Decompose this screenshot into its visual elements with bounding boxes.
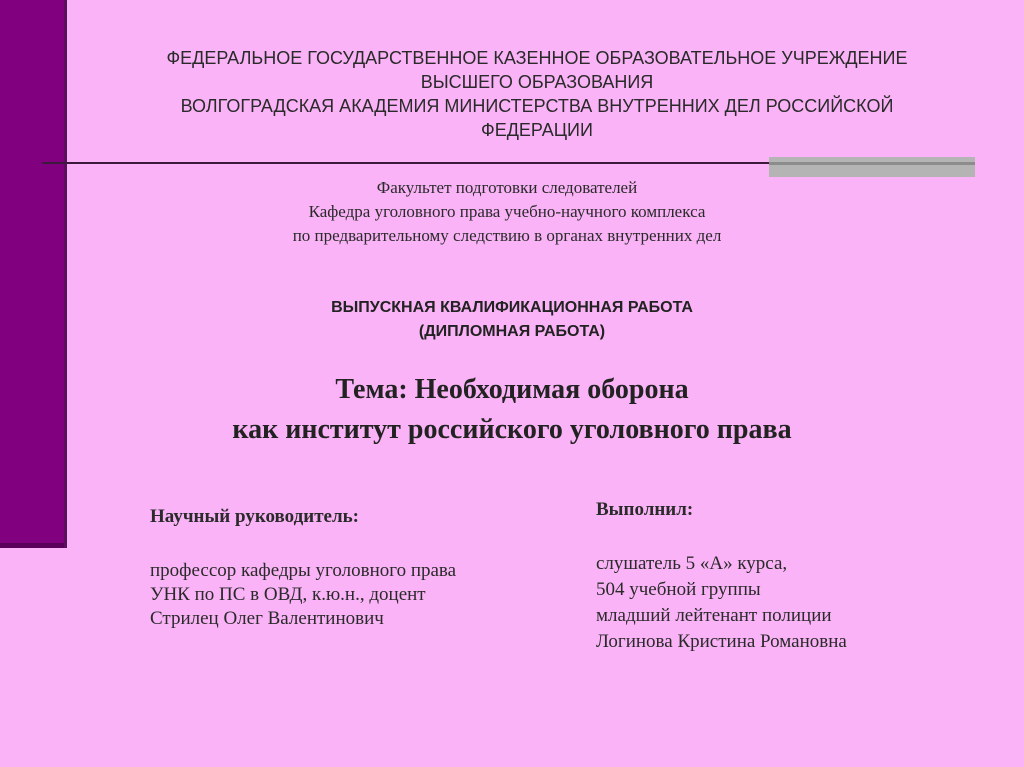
side-decoration-bar: [0, 0, 66, 547]
department-line-continued: по предварительному следствию в органах внутренних дел: [292, 226, 722, 245]
faculty-info: [180, 176, 834, 248]
side-bar-border-line: [64, 0, 67, 548]
side-bar-bottom-edge: [0, 543, 66, 548]
work-type-line: ВЫПУСКНАЯ КВАЛИФИКАЦИОННАЯ РАБОТА: [331, 299, 693, 316]
topic-line: как институт российского уголовного права: [232, 414, 792, 445]
topic-line: Тема: Необходимая оборона: [335, 374, 689, 405]
author-line: 504 учебной группы: [596, 579, 761, 600]
supervisor-name: Стрилец Олег Валентинович: [150, 608, 384, 629]
department-line: Кафедра уголовного права учебно-научного комплекса: [308, 202, 706, 221]
header-line: ФЕДЕРАЛЬНОЕ ГОСУДАРСТВЕННОЕ КАЗЕННОЕ ОБРАЗОВАТЕЛЬНОЕ УЧРЕЖДЕНИЕ: [166, 48, 908, 68]
grey-accent-stripe: [769, 162, 975, 165]
author-line: слушатель 5 «А» курса,: [596, 553, 788, 574]
supervisor-line: УНК по ПС в ОВД, к.ю.н., доцент: [150, 584, 426, 605]
header-line: ВЫСШЕГО ОБРАЗОВАНИЯ: [420, 72, 654, 92]
supervisor-line: профессор кафедры уголовного права: [150, 560, 457, 581]
author-block: [596, 497, 996, 655]
author-line: младший лейтенант полиции: [596, 605, 832, 626]
work-type-subline: (ДИПЛОМНАЯ РАБОТА): [418, 323, 606, 340]
work-type: [200, 296, 824, 344]
header-line: ВОЛГОГРАДСКАЯ АКАДЕМИЯ МИНИСТЕРСТВА ВНУТРЕННИХ ДЕЛ РОССИЙСКОЙ: [180, 96, 894, 116]
thesis-topic: [112, 370, 912, 450]
institution-header: [80, 46, 994, 142]
author-name: Логинова Кристина Романовна: [596, 631, 847, 652]
header-line: ФЕДЕРАЦИИ: [481, 120, 593, 140]
author-heading: Выполнил:: [596, 499, 694, 520]
grey-accent-bar: [769, 157, 975, 177]
supervisor-block: [150, 505, 550, 631]
faculty-line: Факультет подготовки следователей: [376, 178, 638, 197]
supervisor-heading: Научный руководитель:: [150, 506, 359, 527]
